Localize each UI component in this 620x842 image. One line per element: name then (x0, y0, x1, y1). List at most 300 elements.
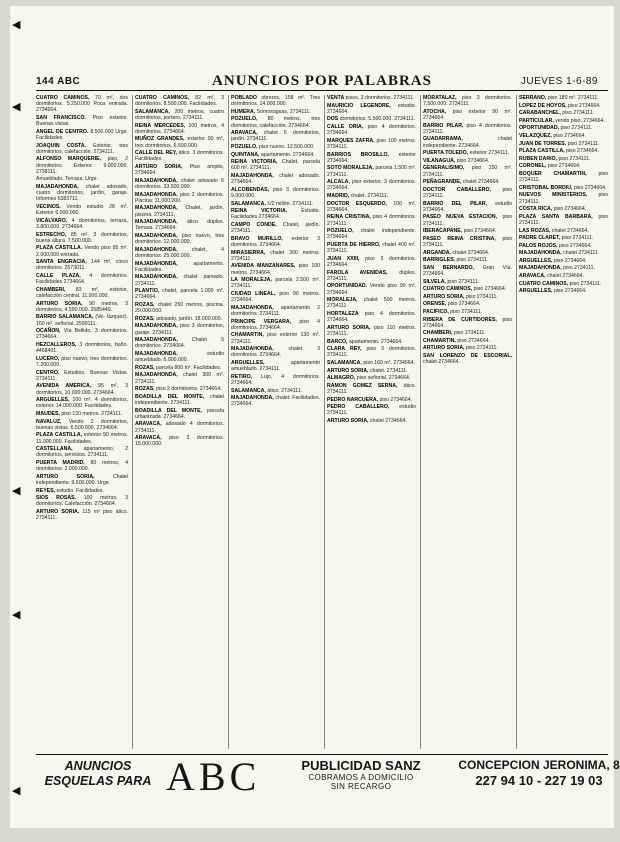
ad-text: 1/2 millón. 2734111. (267, 200, 314, 207)
ad-heading: ARTURO SORIA, (423, 345, 465, 352)
ad-text: piso 2734111. (456, 257, 489, 264)
ad-text: piso 2734664. (566, 148, 599, 155)
ad-text: piso 2734111. (423, 214, 512, 227)
ad-heading: MAURICIO LEGENDRE, (327, 102, 391, 109)
ad-heading: LA MORALEJA, (231, 277, 272, 284)
ad-heading: SERRANO, (519, 95, 547, 101)
ad-heading: COSTA RICA, (519, 206, 553, 213)
classified-ad (135, 386, 224, 392)
ad-heading: CASTELLANA, (36, 446, 73, 453)
ad-text: piso 4 dormitorios. 2734111. (423, 122, 512, 135)
ad-text: chalet. 2734111. (369, 367, 408, 374)
classified-ad (231, 319, 320, 331)
ad-heading: ARAVACA, (231, 130, 258, 137)
ad-text: piso 4 dormitorios. 2734111. (327, 214, 416, 227)
classified-column (132, 95, 224, 749)
ad-text: Gran Vía. 2734664. (423, 264, 512, 277)
ad-heading: BOADILLA DEL MONTE, (135, 393, 205, 400)
ad-text: piso 3 dormitorios, garaje. 2734111. (135, 323, 224, 336)
classified-ad (423, 279, 512, 285)
classified-ad (519, 273, 608, 279)
ad-text: Vendo 2 dormitorios, buenas vistas. 6.500.000. 2734664. (36, 418, 128, 431)
ad-text: piso 2734664. (573, 184, 607, 191)
ad-text: 3 dormitorios, baño. 4468401. (36, 341, 128, 355)
ad-text: chalet independiente. 2734664. (423, 136, 512, 149)
ad-text: piso 2734111. (562, 110, 595, 117)
ad-text: Chalet, jardín, piscina. 2734111. (135, 205, 224, 218)
classified-ad (36, 446, 128, 458)
ad-heading: AVENIDA MANZANARES, (231, 263, 296, 270)
classified-ad (231, 305, 320, 317)
ad-heading: MAJADAHONDA, (519, 265, 562, 272)
classified-ad (519, 228, 608, 234)
ad-text: piso 120 metros. 2734111. (61, 410, 123, 417)
ad-text: 4 dormitorios, terraza, 3.800.000. 2734664. (36, 217, 128, 230)
ad-text: piso 2734111. (563, 265, 595, 272)
ad-text: piso 2734111. (569, 280, 602, 287)
ad-text: piso exterior 130 m². 2734111. (231, 332, 320, 345)
classified-columns (36, 95, 608, 749)
ad-heading: BOADILLA DEL MONTE, (135, 407, 202, 414)
classified-ad (231, 374, 320, 386)
ad-heading: MAJADAHONDA, (135, 191, 178, 198)
classified-ad (519, 118, 608, 124)
ad-heading: CALLE DEL REY, (135, 150, 178, 157)
ad-text: piso 2734664. (379, 396, 413, 403)
ad-heading: ALCOBENDAS, (231, 186, 270, 193)
publicidad-sanz-title: PUBLICIDAD SANZ (301, 758, 421, 773)
classified-column (36, 95, 128, 749)
classified-ad (519, 288, 608, 294)
ad-heading: ROZAS, (135, 386, 155, 393)
classified-ad (231, 201, 320, 207)
classified-ad (135, 394, 224, 406)
ad-text: Vendo piso 90 m². 2734664. (327, 283, 416, 296)
classified-ad (423, 179, 512, 185)
registration-arrow-icon: ◀ (12, 485, 21, 497)
ad-text: piso nuevo, tres dormitorios. 12.000.000. (135, 232, 224, 246)
ad-text: chalet 250 metros, piscina. 29.000.000. (135, 301, 224, 315)
classified-ad (135, 136, 224, 148)
ad-text: piso 3 dormitorios. 2734111. (327, 346, 416, 359)
ad-text: 80 metros, 4 dormitorios. 2.000.000. (36, 459, 128, 473)
ad-text: piso 4 dormitorios. 2734664. (231, 318, 320, 331)
classified-ad (135, 274, 224, 286)
classified-ad (135, 365, 224, 371)
ad-text: piso 2734664. (547, 163, 581, 170)
classified-ad (519, 148, 608, 154)
classified-ad (36, 184, 128, 203)
ad-heading: CRISTOBAL BORDIU, (519, 184, 573, 191)
ad-text: pisos, 3 dormitorios. 2734111. (345, 95, 415, 101)
classified-ad (231, 208, 320, 220)
ad-heading: MAJADAHONDA, (135, 177, 178, 184)
classified-ad (423, 187, 512, 199)
ad-heading: GENERALISIMO, (423, 165, 465, 172)
classified-ad (135, 372, 224, 384)
ad-heading: VECINOS. (36, 203, 61, 210)
classified-ad (519, 250, 608, 256)
ad-text: piso 2734664. (553, 132, 586, 139)
ad-heading: OPORTUNIDAD. (327, 283, 368, 290)
classified-ad (423, 201, 512, 213)
classified-ad (36, 259, 128, 271)
classified-ad (423, 345, 512, 351)
classified-ad (327, 360, 416, 366)
classified-ad (327, 116, 416, 122)
ad-text: piso 2734664. (456, 157, 490, 164)
ad-heading: JUAN DE TORRES, (519, 140, 567, 147)
ad-heading: ATOCHA, (423, 108, 447, 115)
classified-ad (36, 342, 128, 354)
ad-text: chalet 2734664. (551, 227, 589, 234)
ad-heading: ARAVACA, (519, 273, 546, 280)
ad-text: parcela 800 m². Facilidades. (156, 364, 222, 371)
ad-text: ático. 3 dormitorios. Facilidades. (135, 150, 224, 163)
esquelas-line: ESQUELAS PARA (44, 774, 152, 788)
classified-ad (519, 103, 608, 109)
classified-ad (327, 368, 416, 374)
classified-ad (231, 130, 320, 142)
classified-ad (231, 291, 320, 303)
ad-heading: MORALEJA, (327, 297, 358, 304)
ad-heading: ARAVACA, (135, 421, 162, 428)
classified-ad (36, 432, 128, 444)
ad-text: 115 m² piso ático. 2734111. (36, 508, 128, 522)
ad-heading: SILVELA, (423, 278, 446, 285)
ad-text: chalet 2734664. (369, 417, 407, 424)
classified-ad (519, 214, 608, 226)
ad-heading: MAJADAHONDA, (36, 183, 79, 190)
ad-text: (Ve- lázquez). 160 m², señorial. 2590111. (36, 314, 128, 327)
ad-text: piso 2734111. (567, 140, 600, 147)
classified-ad (519, 133, 608, 139)
ad-heading: MAJADAHONDA, (135, 219, 178, 226)
ad-text: Vendo piso 95 m². 2.000.000 entrada. (36, 245, 128, 258)
classified-ad (423, 257, 512, 263)
ad-heading: MARQUES ZAFRA, (327, 137, 375, 144)
ad-heading: ARTURO SORIA, (36, 473, 95, 480)
ad-text: parcela 2.500 m². 2734111. (231, 277, 320, 290)
ad-text: dormitorios. 5.500.000. 2734111. (339, 116, 416, 123)
page-header (36, 74, 608, 91)
ad-heading: VENTA (327, 95, 345, 101)
ad-heading: MAJADAHONDA, (135, 372, 178, 379)
classified-ad (327, 214, 416, 226)
ad-heading: MAJADAHONDA, (135, 260, 178, 267)
classified-ad (519, 95, 608, 101)
classified-ad (135, 261, 224, 273)
ad-text: apartamento, 2 dormitorios, servicios. 2734111. (36, 446, 128, 459)
ad-text: 100 metros, 4 dormitorios. 2734664. (135, 122, 224, 135)
classified-ad (36, 495, 128, 507)
classified-ad (327, 165, 416, 177)
ad-text: 90 metros, 3 dormitorios, 4.590.000. 2585449. (36, 300, 128, 313)
ad-text: piso 160 m². 2734664. (363, 359, 415, 366)
ad-text: piso 180 m². 2734111. (547, 95, 599, 101)
ad-text: chalet 300 metros. 2734111. (231, 249, 320, 262)
ad-heading: MAJADAHONDA, (231, 346, 274, 353)
ad-heading: VELAZQUEZ, (519, 132, 552, 139)
anuncios-esquelas (40, 759, 156, 789)
ad-heading: POZUELO, (231, 143, 258, 150)
ad-heading: ARGUELLES, (519, 288, 553, 295)
classified-ad (231, 395, 320, 407)
ad-text: Chalet, parcela 600 m². 2734111. (231, 159, 320, 172)
classified-column (228, 95, 320, 749)
classified-ad (519, 163, 608, 169)
classified-ad (231, 116, 320, 128)
ad-heading: NAVALUZ, (36, 418, 62, 425)
ad-text: apartamento. Facilidades. (135, 260, 224, 273)
registration-arrow-icon: ◀ (12, 19, 21, 31)
classified-ad (423, 265, 512, 277)
classified-ad (327, 283, 416, 295)
ad-text: piso 2734111. (453, 330, 486, 337)
ad-heading: PEDRO NARCUERA, (327, 396, 379, 403)
ad-heading: NUEVOS MINISTERIOS, (519, 192, 588, 199)
ad-text: piso 2734664. (568, 102, 601, 109)
classified-ad (423, 228, 512, 234)
ad-heading: ARTURO SORIA, (327, 324, 371, 331)
ad-text: Chalet 5 dormitorios. 2734664. (135, 337, 224, 350)
ad-heading: DOS (327, 116, 339, 123)
classified-ad (135, 164, 224, 176)
classified-ad (36, 370, 128, 382)
ad-text: adosado 4 dormitorios. 2734111. (135, 421, 224, 434)
ad-text: piso 2734664. (553, 288, 587, 295)
ad-heading: LUCERO, (36, 355, 60, 362)
ad-text: chalet independiente. 2734664. (327, 228, 416, 241)
classified-ad (327, 397, 416, 403)
classified-ad (36, 204, 128, 216)
ad-text: chalet. Facilidades. 2734664. (231, 395, 320, 408)
classified-ad (423, 338, 512, 344)
classified-ad (231, 222, 320, 234)
ad-heading: BOQUER CHAMARTIN, (519, 170, 587, 177)
classified-ad (36, 314, 128, 326)
classified-ad (423, 294, 512, 300)
ad-text: Exterior, tres dormitorios, calefacción. 2734111. (36, 142, 128, 155)
ad-heading: HEZCALLEROS, (36, 341, 77, 348)
ad-text: piso nuevo, tres dormitorios. 7.200.000. (36, 355, 128, 368)
ad-heading: MADRID, (327, 192, 350, 199)
ad-heading: OCAÑON, (36, 328, 61, 335)
ad-text: estudio 2734664. (423, 200, 512, 213)
classified-column (516, 95, 608, 749)
classified-ad (231, 332, 320, 344)
classified-ad (135, 150, 224, 162)
classified-ad (231, 152, 320, 158)
ad-text: piso 2734664. (473, 286, 507, 293)
ad-text: Somosaguas, 2734111. (256, 108, 311, 115)
classified-column (420, 95, 512, 749)
ad-heading: PRINCIPE VERGARA, (231, 318, 292, 325)
ad-text: 100 m². 2734664. (327, 200, 416, 213)
classified-ad (519, 243, 608, 249)
ad-heading: MAJADAHONDA, (135, 337, 178, 344)
classified-ad (519, 192, 608, 204)
ad-text: piso nuevo. 12.500.000. (258, 143, 315, 150)
classified-ad (327, 418, 416, 424)
ad-heading: CLARA REY, (327, 346, 362, 353)
classified-ad (36, 411, 128, 417)
ad-text: Chalet independiente. 9.500.000. Urge. (36, 473, 128, 486)
ad-heading: MAJADAHONDA, (231, 172, 274, 179)
classified-ad (135, 123, 224, 135)
ad-heading: CUATRO CAMINOS, (423, 286, 473, 293)
ad-heading: REINA CRISTINA, (327, 214, 371, 221)
ad-heading: PASEO NUEVA ESTACION, (423, 214, 498, 221)
ad-heading: CUATRO CAMINOS, (519, 280, 569, 287)
ad-text: Amueblado. Terraza. Urge. (36, 176, 98, 183)
ad-text: chalet independiente. 2734111. (135, 393, 224, 406)
ad-heading: BARRIO SALAMANCA, (36, 314, 94, 321)
ad-text: dúplex. 2734111. (327, 269, 416, 282)
ad-heading: MAUDES, (36, 410, 60, 417)
classified-ad (36, 301, 128, 313)
ad-heading: SAN FRANCISCO. (36, 115, 86, 121)
classified-ad (327, 325, 416, 337)
ad-text: chalet. 2734111. (350, 192, 389, 199)
ad-heading: SAN BERNARDO, (423, 264, 474, 271)
ad-text: exterior 3 dormitorios. 2734664. (231, 235, 320, 248)
ad-heading: RETIRO, (231, 373, 253, 380)
classified-ad (327, 297, 416, 309)
ad-heading: AVENIDA AMERICA, (36, 383, 92, 390)
ad-text: piso 150 m². 2734111. (423, 165, 512, 178)
ad-heading: SIOS ROSAS, (36, 495, 76, 502)
ad-text: piso 2734664. (447, 301, 481, 308)
classified-ad (327, 138, 416, 150)
classified-ad (327, 228, 416, 240)
ad-text: 85 m², 3 dormitorios, buena altura. 7.500.000. (36, 231, 128, 244)
classified-ad (231, 277, 320, 289)
abc-logo: ABC (166, 754, 261, 799)
newspaper-page (10, 6, 620, 828)
ad-heading: LAS ROZAS, (519, 227, 551, 234)
classified-ad (231, 173, 320, 185)
ad-text: 100 metros, 3 dormitorios. Calefacción. 2734664. (36, 495, 128, 508)
ad-heading: OPORTUNIDAD, (519, 125, 560, 132)
ad-text: obreros, 158 m². Tres dormitorios. 14.000.000. (231, 95, 320, 108)
classified-ad (519, 171, 608, 183)
ad-text: chalet 2734664. (423, 359, 460, 366)
ad-heading: MAJADAHONDA, (135, 205, 178, 212)
ad-heading: REINA VICTORIA, (231, 159, 278, 166)
ad-heading: DOCTOR CABALLERO, (423, 186, 491, 193)
classified-ad (423, 330, 512, 336)
ad-heading: PLAZA CASTILLA, (519, 148, 565, 155)
classified-ad (135, 288, 224, 300)
classified-ad (327, 339, 416, 345)
ad-text: chalet, parcela 1.000 m². 2734664. (135, 288, 224, 301)
ad-text: piso 2734111. (450, 308, 483, 315)
ad-text: piso 4 dormitorios. 2734664. (327, 123, 416, 137)
classified-ad (519, 185, 608, 191)
classified-ad (231, 250, 320, 262)
ad-text: chalet adosado 6 dormitorios. 33.500.000. (135, 177, 224, 190)
ad-heading: ARGUELLES, (519, 257, 553, 264)
classified-ad (327, 256, 416, 268)
classified-ad (36, 383, 128, 395)
classified-ad (36, 356, 128, 368)
classified-ad (135, 178, 224, 190)
classified-ad (135, 109, 224, 121)
ad-heading: RUBEN DARIO, (519, 155, 558, 162)
ad-heading: ALFONSO MARQUERIE, (36, 156, 102, 163)
ad-text: estudio. 2734664. (327, 102, 416, 115)
ad-text: piso 2734111. (423, 235, 512, 248)
classified-ad (423, 286, 512, 292)
ad-heading: CORONEL, (519, 163, 547, 170)
ad-text: apartamento 2 dormitorios. 2734111. (231, 304, 320, 317)
classified-ad (327, 383, 416, 395)
classified-ad (423, 165, 512, 177)
ad-text: 80 metros, tres dormitorios, calefacción. 2734664. (231, 116, 320, 129)
ad-heading: MAJADAHONDA, (135, 350, 178, 357)
registration-arrow-icon: ◀ (12, 785, 21, 797)
ad-heading: PUERTA TOLEDO, (423, 150, 469, 157)
ad-heading: POBLADO (231, 95, 257, 101)
classified-column (324, 95, 416, 749)
ad-text: piso 100 metros. 2734111. (327, 137, 416, 150)
classified-ad (423, 317, 512, 329)
classified-ad (36, 488, 128, 494)
ad-text: piso 2734111. (423, 186, 512, 199)
ad-heading: BARRIO PILAR, (423, 122, 464, 129)
ad-heading: PARTICULAR, (519, 117, 554, 124)
classified-ad (135, 316, 224, 322)
ad-text: 70 m², dos dormitorios. 5.250.000 Poca entrada. 2734664. (36, 95, 128, 114)
ad-heading: REYES, (36, 487, 56, 494)
classified-ad (327, 242, 416, 254)
ad-heading: VILANAGUA, (423, 157, 456, 164)
ad-heading: QUINTANA, (231, 151, 260, 158)
ad-text: chalet adosado, cuatro dormitorios, jardín, garaje. Informes 6383711. (36, 183, 128, 203)
ad-text: piso exterior 90 m². 2734664. (423, 108, 512, 121)
ad-text: piso 2734664. (457, 337, 490, 344)
anuncios-line: ANUNCIOS (64, 759, 132, 773)
classified-ad (423, 136, 512, 148)
classified-ad (231, 236, 320, 248)
ad-heading: ROZAS, (135, 364, 155, 371)
ad-heading: ARGUELLES, (36, 397, 70, 404)
ad-text: piso 2734664. (553, 257, 587, 264)
classified-ad (423, 236, 512, 248)
ad-heading: PUERTA DE HIERRO, (327, 241, 381, 248)
classified-ad (519, 281, 608, 287)
ad-text: piso 3 dormitorios. 9.000.000. (231, 186, 320, 199)
ad-heading: PUERTA MADRID, (36, 459, 85, 466)
classified-ad (135, 408, 224, 420)
classified-ad (327, 311, 416, 323)
ad-heading: ESTRECHO, (36, 231, 67, 238)
ad-heading: MIRASIERRA, (231, 249, 266, 256)
ad-heading: SANTA ENGRACIA, (36, 259, 87, 266)
ad-heading: MAJADAHONDA, (135, 274, 178, 281)
ad-text: chalet 5 dormitorios, jardín. 2734111. (231, 130, 320, 143)
ad-heading: BRAVO MURILLO, (231, 235, 283, 242)
classified-ad (36, 509, 128, 521)
ad-text: chalet 400 m². 2734111. (327, 241, 416, 255)
ad-text: 8.500.000 Urge. Facilidades. (36, 128, 128, 141)
classified-ad (327, 346, 416, 358)
contact-address (456, 758, 620, 789)
ad-heading: BARRIO DEL PILAR, (423, 200, 488, 207)
classified-ad (231, 159, 320, 171)
classified-ad (423, 109, 512, 121)
